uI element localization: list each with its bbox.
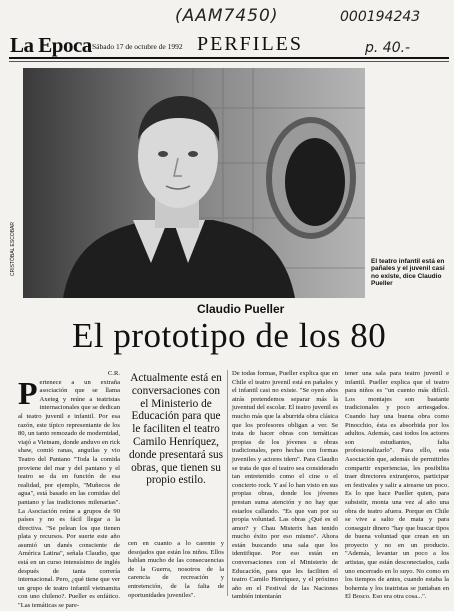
issue-date: Sábado 17 de octubre de 1992 — [92, 42, 183, 51]
masthead: La Epoca — [10, 33, 92, 57]
pull-quote: Actualmente está en conversaciones con el Ministerio de Educación para que le faciliten el teatro Camilo Henríquez, donde presentará sus obras, que tienen su propio estilo. — [128, 372, 224, 487]
drop-cap: P — [18, 374, 38, 411]
header-rule — [9, 57, 449, 59]
handwritten-id: 000194243 — [340, 9, 421, 25]
article-column-3: De todas formas, Pueller explica que en Chile el teatro juvenil está en pañales y el infantil casi no existe. "Se oyen años atrás pretendemos separar más la juventud del escolar. El teatro juvenil es mucho más que la aburrida obra clásica que los profesores obligan a ver. Se trata de hacer obras con temáticas propias de los jóvenes u obras tradicionales, pero hechas con formas juveniles y actores idem". Para Claudio se trata de que el teatro sea considerado tan entretenido como el cine o el concierto rock. Y así lo han visto en sus propias obras, donde los jóvenes prestan suma atención y no hay que estarlos callando. "Es que van por su propia voluntad. Las obras ¿Qué es el amor? y Chau Misterix han tenido mucho éxito por eso mismo". Ahora están buscando una sala que los identifique. Por eso están en conversaciones con el Ministerio de Educación, para que les faciliten el teatro Camilo Henríquez, y el próximo año en el Festival de las Naciones también intentarán — [232, 370, 338, 601]
article-column-2: cen en cuanto a lo carente y desojados que están los niños. Ellos hablan mucho de las consecuencias de la Guerra, nosotros de la carencia de recreación y entretención, de la falta de oportunidades juveniles". — [128, 540, 224, 599]
portrait-photo — [23, 68, 365, 298]
header-rule-thin — [9, 61, 449, 62]
handwritten-page: p. 40.- — [365, 40, 411, 56]
article-column-1 — [18, 370, 120, 611]
dateline: C.R. — [107, 370, 120, 377]
photo-caption: El teatro infantil está en pañales y el juvenil casi no existe, dice Claudio Pueller — [371, 258, 445, 288]
section-title: PERFILES — [197, 33, 304, 55]
headline: El prototipo de los 80 — [72, 316, 387, 355]
subject-name: Claudio Pueller — [197, 302, 285, 316]
article-column-4: tener una sala para teatro juvenil e infantil. Pueller explica que el teatro para niños es "un cuento más difícil. Los montajes son bastante tradicionales y poco arriesgados. Cuando hay una buena obra como Pinocchio, ésta es absorbida por los adultos. Además, casi todos los actores son estudiantes, falta profesionalizarlo". Para ello, esta Asociación que, además de permitirles compartir experiencias, les posibilita traer directores extranjeros, participar en festivales y salir a airearse un poco. Es lo que hace Pueller quien, para subsistir, monta una vez al año una obra de teatro afuera. Porque en Chile se vive a salto de mata y para conseguir dinero "hay que buscar tipos de buena voluntad que crean en un proyecto y no en un producto. "Además, levantar un poco a los artistas, que están desconectados, cada uno encerrado en lo suyo. No como en los tiempos de antes, cuando estaba la bohemia y los teatristas se juntaban en El Bosco. Eso era otra cosa...". — [345, 370, 449, 601]
column-1-text: ertenece a un extraña asociación que se llama Axeteg y reúne a teatristas internacionales que se dedican al teatro juvenil e infantil. Por esa razón, este típico representante de los 80, un tanto remozado de modernidad, viajó a Vietnam, donde anduvo en rick shaw, comió ranas, anguilas y vio Teatro del Pantano "Toda la comida proviene del mar y del pantano y el teatro se da en función de esa realidad, por ejemplo, "Muñecos de agua", está basado en las comidas del pantano y las tradiciones milenarias". La Asociación reúne a grupos de 90 países y no es fácil llegar a la directiva. "Se pelean los que tienen plata y recursos. Por suerte este año asumió un danés consciente de América Latina", señala Claudio, que está en un curso intensísimo de inglés después de tanta correría internacional. Pero, ¿qué tiene que ver un grupo de teatro infantil vietnamita con uno chileno?. Pueller es enfático. "Las temáticas se pare- — [18, 378, 120, 610]
photo-credit: CRISTÓBAL ESCOBAR — [10, 222, 16, 276]
handwritten-reference: (AAM7450) — [175, 6, 279, 26]
column-divider — [227, 370, 228, 596]
